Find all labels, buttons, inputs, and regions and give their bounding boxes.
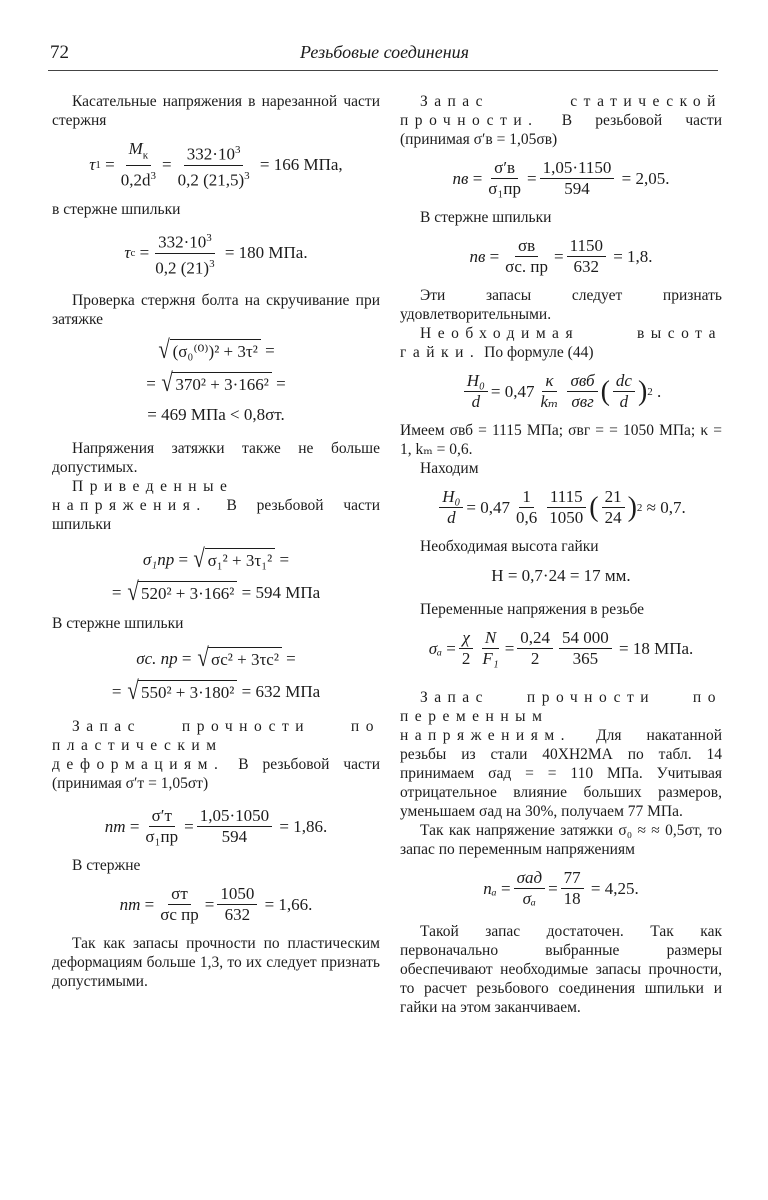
formula-check-3: = 469 МПа < 0,8σт. bbox=[147, 405, 285, 425]
formula-nv2: nв = $\frac{\sigma в}{\sigma с. пр}$ = $\frac{1150}{632}$ = 1,8. bbox=[469, 236, 653, 276]
formula-tauc: τ c = $\frac{332\cdot 10^3}{0,2 (21)^3}$ = 180 МПа. bbox=[52, 229, 380, 277]
paragraph: Запас статической прочности. В резьбовой части (принимая σ′в = 1,05σв) bbox=[400, 93, 722, 148]
right-column bbox=[400, 92, 722, 1017]
formula-sigmacpr-b: = √ 550² + 3·180² = 632 МПа bbox=[111, 676, 321, 706]
formula-check-2: = √ 370² + 3·166² = bbox=[146, 368, 286, 398]
paragraph: В стержне шпильки bbox=[52, 615, 184, 633]
paragraph: Эти запасы следует признать удовлетворительными. bbox=[400, 287, 722, 323]
paragraph: Так как запасы прочности по пластическим деформациям больше 1,3, то их следует признать допустимыми. bbox=[52, 935, 380, 991]
paragraph: Напряжения затяжки также не больше допустимых. bbox=[52, 440, 380, 477]
paragraph: Запас прочности по переменным напряжениям. Для накатанной резьбы из стали 40ХН2МА по табл. 14 принимаем σaд = = 110 МПа. Учитывая отрицательное влияние больших размеров, уменьшаем σaд на 30%, получаем 77 МПа. bbox=[400, 689, 722, 820]
formula-H: H = 0,7·24 = 17 мм. bbox=[491, 566, 631, 585]
formula-h0-b: $\frac{\text{H₀}}{d}$ = 0,47 $\frac{1}{0,6}$ $\frac{1115}{1050}$ ( $\frac{21}{24}$ ) 2 ≈ 0,7. bbox=[400, 488, 722, 527]
paragraph: Так как напряжение затяжки σ₀ ≈ ≈ 0,5σт, то запас по переменным напряжениям bbox=[400, 822, 722, 858]
formula-sigma1pr: σ₁пр = √ σ₁² + 3τ₁² = bbox=[142, 544, 290, 574]
formula-nt1: nт = $\frac{\sigma'т}{\text{σ₁пр}}$ = $\frac{1,05\cdot 1050}{594}$ = 1,86. bbox=[104, 806, 328, 847]
paragraph: в стержне шпильки bbox=[52, 201, 181, 219]
formula-na: nₐ = $\frac{\text{σaд}}{\text{σₐ}}$ = $\frac{77}{18}$ = 4,25. bbox=[483, 868, 639, 908]
formula-nt2: nт = $\frac{\sigma т}{\text{σс пр}}$ = $\frac{1050}{632}$ = 1,66. bbox=[119, 884, 313, 925]
paragraph: Находим bbox=[420, 460, 479, 477]
paragraph: В стержне шпильки bbox=[420, 209, 552, 226]
running-header: Резьбовые соединения bbox=[300, 42, 470, 62]
paragraph: Необходимая высота гайки bbox=[420, 538, 599, 555]
formula-check-1: √ (σ₀⁽⁰⁾)² + 3τ² = bbox=[158, 335, 275, 365]
formula-tau1: τ 1 = $\frac{M_к}{0,2d^3}$ = $\frac{332\cdot 10^3}{0,2 (21,5)^3}$ = 166 МПа, bbox=[89, 139, 343, 191]
paragraph: Имеем σвб = 1115 МПа; σвг = = 1050 МПа; κ = 1, kₘ = 0,6. bbox=[400, 422, 722, 458]
paragraph: Запас прочности по пластическим деформациям. В резьбовой части (принимая σ′т = 1,05σт) bbox=[52, 718, 380, 793]
paragraph: Необходимая высота гайки. По формуле (44) bbox=[400, 325, 722, 361]
paragraph: Приведенные напряжения. В резьбовой части шпильки bbox=[52, 478, 380, 534]
page-number: 72 bbox=[50, 42, 69, 63]
paragraph: В стержне bbox=[72, 857, 141, 875]
formula-nv1: nв = $\frac{\sigma'в}{\text{σ₁пр}}$ = $\frac{1,05\cdot 1150}{594}$ = 2,05. bbox=[452, 158, 670, 198]
formula-sigmacpr: σс. пр = √ σс² + 3τс² = bbox=[136, 643, 296, 673]
formula-sigma-a: σₐ = $\frac{\chi}{2}$ $\frac{N}{\text{F₁}}$ = $\frac{0,24}{2}$ $\frac{54 000}{365}$ = 18 МПа. bbox=[428, 628, 694, 668]
paragraph: Такой запас достаточен. Так как первоначально выбранные размеры обеспечивают необходимые запасы прочности, то расчет резьбового соединения шпильки и гайки на этом заканчиваем. bbox=[400, 923, 722, 1016]
paragraph: Касательные напряжения в нарезанной части стержня bbox=[52, 93, 380, 129]
paragraph: Переменные напряжения в резьбе bbox=[420, 601, 645, 618]
formula-h0: $\frac{\text{H₀}}{d}$ = 0,47 $\frac{\kappa}{\text{kₘ}}$ $\frac{\text{σвб}}{\text{σвг}}$ ( $\frac{dс}{d}$ ) 2 . bbox=[400, 372, 722, 411]
left-column bbox=[52, 92, 380, 991]
header-rule bbox=[48, 70, 718, 71]
paragraph: Проверка стержня болта на скручивание при затяжке bbox=[52, 292, 380, 329]
formula-sigma1pr-b: = √ 520² + 3·166² = 594 МПа bbox=[111, 577, 321, 607]
